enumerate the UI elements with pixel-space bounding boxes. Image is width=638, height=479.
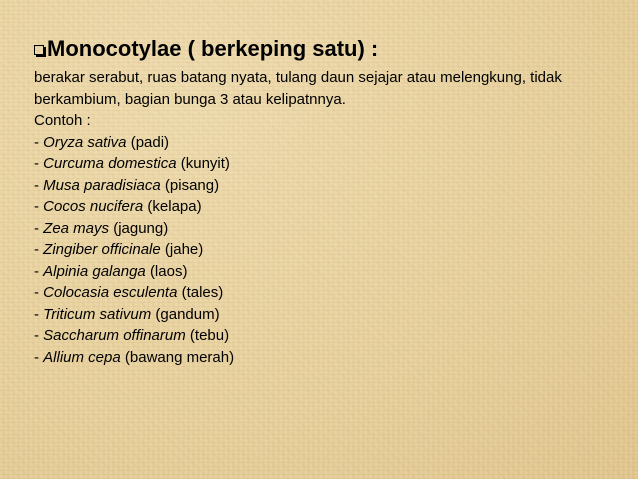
scientific-name: Musa paradisiaca — [43, 176, 161, 194]
list-item: - Zingiber officinale (jahe) — [34, 241, 204, 258]
common-name: (tebu) — [189, 327, 230, 344]
scientific-name: Allium cepa — [43, 348, 121, 366]
list-item: - Oryza sativa (padi) — [34, 133, 170, 151]
common-name: (jahe) — [164, 241, 204, 258]
common-name: (kelapa) — [147, 198, 202, 215]
common-name: (bawang merah) — [124, 348, 235, 366]
slide-title — [34, 34, 614, 64]
scientific-name: Cocos nucifera — [43, 198, 144, 215]
square-bullet-icon — [34, 45, 44, 55]
description: berakar serabut, ruas batang nyata, tulang daun sejajar atau melengkung, tidak berkambium, bagian bunga 3 atau kelipatnnya. — [34, 69, 562, 108]
scientific-name: Alpinia galanga — [43, 262, 146, 280]
common-name: (laos) — [149, 262, 188, 280]
examples-label: Contoh : — [34, 112, 91, 129]
list-item: - Triticum sativum (gandum) — [34, 305, 220, 323]
scientific-name: Colocasia esculenta — [43, 284, 178, 301]
common-name: (padi) — [130, 133, 170, 151]
list-item: - Alpinia galanga (laos) — [34, 262, 188, 280]
common-name: (jagung) — [113, 219, 169, 237]
examples-list — [34, 132, 614, 369]
scientific-name: Zingiber officinale — [43, 241, 161, 258]
list-item: - Colocasia esculenta (tales) — [34, 284, 224, 301]
common-name: (tales) — [181, 284, 224, 301]
list-item: - Allium cepa (bawang merah) — [34, 348, 235, 366]
scientific-name: Triticum sativum — [43, 305, 152, 323]
scientific-name: Oryza sativa — [43, 133, 127, 151]
list-item: - Zea mays (jagung) — [34, 219, 169, 237]
common-name: (pisang) — [164, 176, 220, 194]
list-item: - Curcuma domestica (kunyit) — [34, 155, 230, 172]
list-item: - Cocos nucifera (kelapa) — [34, 198, 202, 215]
scientific-name: Curcuma domestica — [43, 155, 177, 172]
scientific-name: Zea mays — [43, 219, 110, 237]
common-name: (kunyit) — [180, 155, 230, 172]
scientific-name: Saccharum offinarum — [43, 327, 186, 344]
slide-title-text: Monocotylae ( berkeping satu) : — [47, 36, 379, 61]
list-item: - Musa paradisiaca (pisang) — [34, 176, 220, 194]
common-name: (gandum) — [155, 305, 220, 323]
list-item: - Saccharum offinarum (tebu) — [34, 327, 230, 344]
slide-content — [34, 34, 614, 368]
